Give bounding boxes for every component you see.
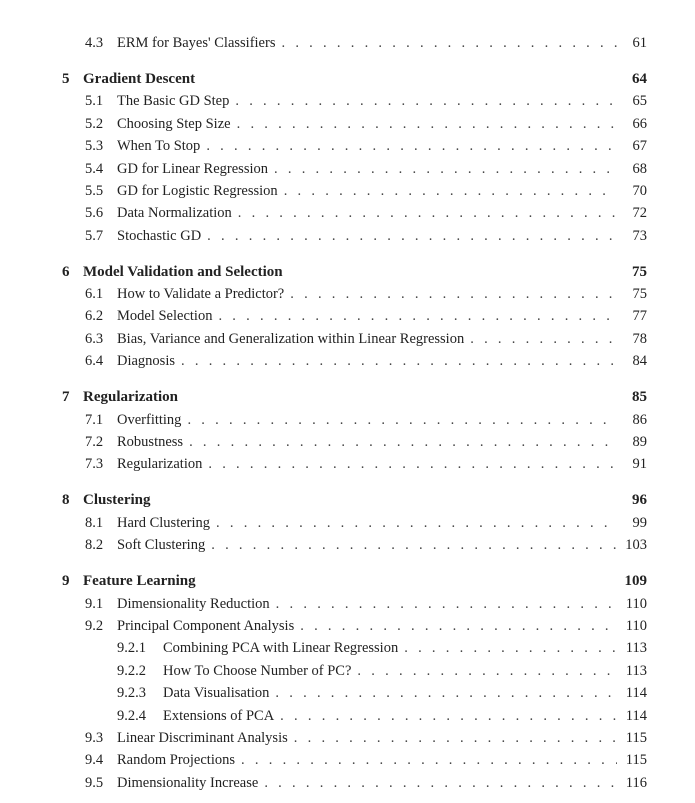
entry-title: Model Selection — [117, 308, 213, 325]
dot-leader — [208, 453, 617, 475]
dot-leader — [181, 350, 617, 372]
entry-number: 4.3 — [85, 35, 104, 51]
entry-page-number: 113 — [625, 662, 647, 679]
entry-title: Soft Clustering — [117, 537, 206, 554]
toc-subsection-entry[interactable] — [0, 705, 695, 727]
dot-leader — [264, 772, 617, 794]
entry-number: 9.2.2 — [117, 662, 146, 679]
entry-number: 7 — [62, 389, 70, 406]
entry-number: 6.2 — [85, 308, 104, 325]
entry-page-number: 61 — [632, 35, 647, 51]
entry-number: 9.2.1 — [117, 640, 146, 657]
dot-leader — [281, 32, 617, 54]
toc-section-entry[interactable] — [0, 727, 695, 749]
toc-chapter-entry[interactable] — [0, 570, 695, 592]
entry-page-number: 84 — [632, 353, 647, 370]
entry-number: 5 — [62, 70, 70, 87]
entry-title: Robustness — [117, 434, 184, 451]
entry-number: 9.2.4 — [117, 707, 146, 724]
entry-title: Feature Learning — [83, 573, 196, 590]
entry-number: 7.3 — [85, 456, 104, 473]
entry-title: How To Choose Number of PC? — [163, 662, 352, 679]
entry-page-number: 65 — [632, 93, 647, 110]
entry-title: Gradient Descent — [83, 70, 196, 87]
entry-page-number: 96 — [632, 492, 647, 509]
entry-title: Data Normalization — [117, 205, 232, 222]
entry-title: Dimensionality Increase — [117, 774, 259, 791]
entry-page-number: 75 — [632, 263, 647, 280]
dot-leader — [300, 615, 617, 637]
toc-section-entry[interactable] — [0, 772, 695, 794]
dot-leader — [211, 534, 617, 556]
entry-title: Hard Clustering — [117, 514, 211, 531]
entry-page-number: 75 — [632, 286, 647, 303]
toc-section-entry[interactable] — [0, 113, 695, 135]
toc-section-entry[interactable] — [0, 283, 695, 305]
entry-title: ERM for Bayes' Classifiers — [117, 35, 276, 51]
entry-number: 6.4 — [85, 353, 104, 370]
entry-page-number: 109 — [624, 573, 647, 590]
toc-chapter-entry[interactable] — [0, 489, 695, 511]
toc-section-entry[interactable] — [0, 158, 695, 180]
entry-page-number: 116 — [625, 774, 647, 791]
dot-leader — [218, 305, 617, 327]
toc-section-entry[interactable] — [0, 593, 695, 615]
entry-number: 6.3 — [85, 330, 104, 347]
entry-title: How to Validate a Predictor? — [117, 286, 285, 303]
entry-number: 6 — [62, 263, 70, 280]
entry-page-number: 73 — [632, 227, 647, 244]
dot-leader — [216, 512, 617, 534]
entry-title: Clustering — [83, 492, 151, 509]
entry-page-number: 99 — [632, 514, 647, 531]
toc-subsection-entry[interactable] — [0, 660, 695, 682]
dot-leader — [235, 90, 617, 112]
dot-leader — [189, 431, 617, 453]
entry-title: Bias, Variance and Generalization within Linear Regression — [117, 330, 465, 347]
entry-title: Diagnosis — [117, 353, 175, 370]
toc-section-entry[interactable] — [0, 749, 695, 771]
entry-title: Principal Component Analysis — [117, 617, 295, 634]
entry-page-number: 85 — [632, 389, 647, 406]
entry-page-number: 70 — [632, 182, 647, 199]
entry-number: 5.4 — [85, 160, 104, 177]
entry-page-number: 68 — [632, 160, 647, 177]
entry-number: 5.5 — [85, 182, 104, 199]
entry-number: 9.4 — [85, 752, 104, 769]
entry-number: 5.7 — [85, 227, 104, 244]
entry-number: 9.1 — [85, 595, 104, 612]
entry-number: 7.1 — [85, 411, 104, 428]
entry-title: Choosing Step Size — [117, 115, 231, 132]
entry-title: When To Stop — [117, 138, 201, 155]
toc-chapter-entry[interactable] — [0, 68, 695, 90]
entry-number: 9.2.3 — [117, 685, 146, 702]
toc-section-entry[interactable] — [0, 305, 695, 327]
entry-title: Overfitting — [117, 411, 182, 428]
entry-title: Regularization — [83, 389, 178, 406]
dot-leader — [284, 180, 617, 202]
entry-page-number: 110 — [625, 595, 647, 612]
dot-leader — [241, 749, 617, 771]
toc-subsection-entry[interactable] — [0, 637, 695, 659]
toc-section-entry[interactable] — [0, 32, 695, 54]
entry-page-number: 114 — [625, 707, 647, 724]
entry-number: 6.1 — [85, 286, 104, 303]
entry-number: 5.3 — [85, 138, 104, 155]
entry-number: 9.3 — [85, 729, 104, 746]
dot-leader — [274, 158, 617, 180]
toc-section-entry[interactable] — [0, 409, 695, 431]
entry-number: 5.1 — [85, 93, 104, 110]
entry-page-number: 115 — [625, 729, 647, 746]
entry-page-number: 67 — [632, 138, 647, 155]
dot-leader — [206, 135, 617, 157]
entry-number: 9 — [62, 573, 70, 590]
toc-section-entry[interactable] — [0, 135, 695, 157]
entry-number: 8 — [62, 492, 70, 509]
toc-section-entry[interactable] — [0, 615, 695, 637]
entry-number: 7.2 — [85, 434, 104, 451]
toc-section-entry[interactable] — [0, 180, 695, 202]
entry-title: Stochastic GD — [117, 227, 202, 244]
dot-leader — [275, 682, 617, 704]
toc-section-entry[interactable] — [0, 431, 695, 453]
entry-page-number: 113 — [625, 640, 647, 657]
dot-leader — [238, 202, 617, 224]
dot-leader — [280, 705, 617, 727]
entry-page-number: 72 — [632, 205, 647, 222]
entry-title: Model Validation and Selection — [83, 263, 283, 280]
entry-number: 9.5 — [85, 774, 104, 791]
toc-section-entry[interactable] — [0, 90, 695, 112]
dot-leader — [470, 328, 617, 350]
entry-number: 8.2 — [85, 537, 104, 554]
entry-title: Linear Discriminant Analysis — [117, 729, 288, 746]
entry-title: Regularization — [117, 456, 203, 473]
entry-page-number: 77 — [632, 308, 647, 325]
dot-leader — [237, 113, 617, 135]
entry-page-number: 89 — [632, 434, 647, 451]
dot-leader — [404, 637, 617, 659]
dot-leader — [276, 593, 617, 615]
entry-page-number: 110 — [625, 617, 647, 634]
toc-section-entry[interactable] — [0, 453, 695, 475]
dot-leader — [207, 225, 617, 247]
dot-leader — [357, 660, 617, 682]
toc-section-entry[interactable] — [0, 512, 695, 534]
entry-title: GD for Linear Regression — [117, 160, 268, 177]
toc-section-entry[interactable] — [0, 534, 695, 556]
entry-page-number: 86 — [632, 411, 647, 428]
entry-page-number: 115 — [625, 752, 647, 769]
entry-page-number: 114 — [625, 685, 647, 702]
entry-number: 5.2 — [85, 115, 104, 132]
entry-page-number: 103 — [625, 537, 647, 554]
entry-page-number: 78 — [632, 330, 647, 347]
entry-title: Data Visualisation — [163, 685, 270, 702]
dot-leader — [290, 283, 617, 305]
entry-title: GD for Logistic Regression — [117, 182, 278, 199]
toc-subsection-entry[interactable] — [0, 682, 695, 704]
toc-section-entry[interactable] — [0, 328, 695, 350]
entry-title: The Basic GD Step — [117, 93, 230, 110]
entry-number: 5.6 — [85, 205, 104, 222]
toc-section-entry[interactable] — [0, 202, 695, 224]
entry-title: Dimensionality Reduction — [117, 595, 270, 612]
entry-page-number: 66 — [632, 115, 647, 132]
toc-section-entry[interactable] — [0, 350, 695, 372]
entry-title: Combining PCA with Linear Regression — [163, 640, 399, 657]
dot-leader — [294, 727, 617, 749]
entry-page-number: 64 — [632, 70, 647, 87]
entry-title: Random Projections — [117, 752, 236, 769]
table-of-contents — [0, 32, 695, 794]
entry-number: 9.2 — [85, 617, 104, 634]
toc-section-entry[interactable] — [0, 225, 695, 247]
dot-leader — [187, 409, 617, 431]
toc-chapter-entry[interactable] — [0, 261, 695, 283]
entry-title: Extensions of PCA — [163, 707, 275, 724]
entry-number: 8.1 — [85, 514, 104, 531]
toc-chapter-entry[interactable] — [0, 386, 695, 408]
entry-page-number: 91 — [632, 456, 647, 473]
